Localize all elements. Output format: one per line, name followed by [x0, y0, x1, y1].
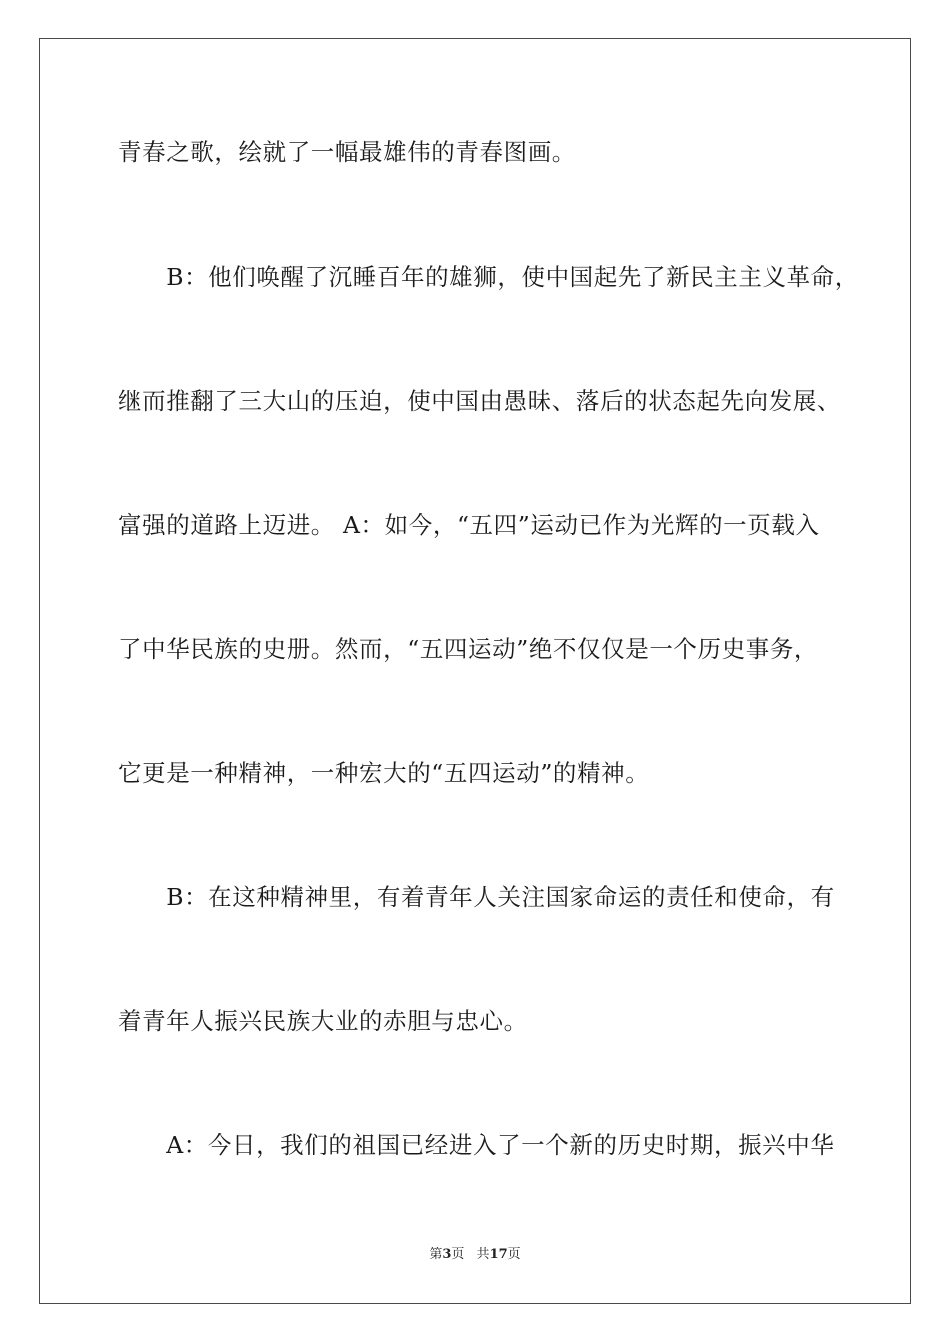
body-text-line-2: B：他们唤醒了沉睡百年的雄狮，使中国起先了新民主主义革命，: [118, 263, 859, 291]
body-text-line-7: B：在这种精神里，有着青年人关注国家命运的责任和使命，有: [118, 883, 835, 911]
body-text-line-5: 了中华民族的史册。然而，“五四运动”绝不仅仅是一个历史事务，: [118, 635, 819, 663]
total-page-number: 17: [489, 1247, 508, 1262]
page-prefix: 第: [429, 1247, 443, 1262]
total-suffix: 页: [507, 1247, 521, 1262]
page-border: [39, 38, 911, 1304]
body-text-line-3: 继而推翻了三大山的压迫，使中国由愚昧、落后的状态起先向发展、: [118, 387, 841, 415]
body-text-line-9: A：今日，我们的祖国已经进入了一个新的历史时期，振兴中华: [118, 1131, 835, 1159]
body-text-line-4: 富强的道路上迈进。 A：如今，“五四”运动已作为光辉的一页载入: [118, 511, 820, 539]
body-text-line-1: 青春之歌，绘就了一幅最雄伟的青春图画。: [118, 138, 576, 166]
body-text-line-8: 着青年人振兴民族大业的赤胆与忠心。: [118, 1007, 528, 1035]
page-number: 3: [442, 1247, 452, 1262]
body-text-line-6: 它更是一种精神，一种宏大的“五四运动”的精神。: [118, 759, 650, 787]
total-pages-indicator: [477, 1247, 521, 1262]
page-suffix: 页: [451, 1247, 465, 1262]
total-prefix: 共: [476, 1247, 490, 1262]
page-footer: [0, 1247, 950, 1263]
page-indicator: [429, 1247, 464, 1262]
